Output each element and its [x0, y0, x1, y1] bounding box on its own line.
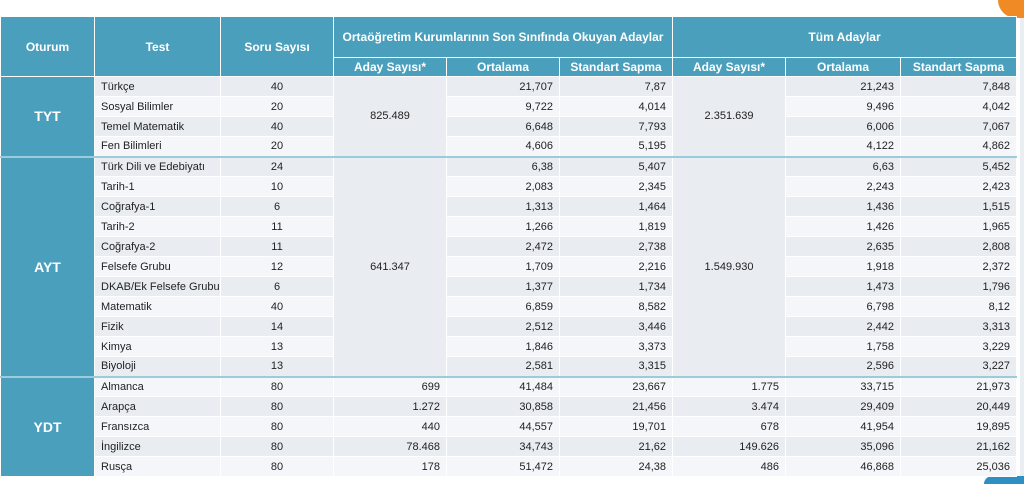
question-count: 6: [221, 197, 334, 217]
candidate-count-all: 486: [673, 457, 786, 477]
mean-final-year: 2,083: [447, 177, 560, 197]
header-test: Test: [95, 17, 221, 77]
std-dev-all: 1,965: [901, 217, 1017, 237]
std-dev-final-year: 3,373: [560, 337, 673, 357]
std-dev-all: 2,372: [901, 257, 1017, 277]
std-dev-all: 1,796: [901, 277, 1017, 297]
exam-statistics-table: [0, 16, 1017, 477]
std-dev-final-year: 7,793: [560, 117, 673, 137]
mean-final-year: 4,606: [447, 137, 560, 157]
test-name: DKAB/Ek Felsefe Grubu: [95, 277, 221, 297]
std-dev-all: 21,973: [901, 377, 1017, 397]
mean-all: 1,426: [786, 217, 901, 237]
table-body: [1, 77, 1017, 477]
test-name: Türk Dili ve Edebiyatı: [95, 157, 221, 177]
mean-final-year: 1,846: [447, 337, 560, 357]
question-count: 20: [221, 137, 334, 157]
mean-final-year: 6,38: [447, 157, 560, 177]
candidate-count-all: 1.549.930: [673, 157, 786, 377]
table-row: [1, 137, 1017, 157]
mean-all: 6,798: [786, 297, 901, 317]
mean-all: 46,868: [786, 457, 901, 477]
mean-all: 2,596: [786, 357, 901, 377]
mean-final-year: 44,557: [447, 417, 560, 437]
mean-final-year: 34,743: [447, 437, 560, 457]
mean-final-year: 9,722: [447, 97, 560, 117]
test-name: Tarih-1: [95, 177, 221, 197]
table-row: [1, 397, 1017, 417]
candidate-count-final-year: 1.272: [334, 397, 447, 417]
mean-all: 33,715: [786, 377, 901, 397]
header-group-all-candidates: Tüm Adaylar: [673, 17, 1017, 58]
oturum-cell: TYT: [1, 77, 95, 157]
test-name: Rusça: [95, 457, 221, 477]
candidate-count-all: 678: [673, 417, 786, 437]
question-count: 40: [221, 77, 334, 97]
mean-final-year: 21,707: [447, 77, 560, 97]
std-dev-final-year: 1,464: [560, 197, 673, 217]
table-row: [1, 217, 1017, 237]
decorative-blue-corner: [984, 476, 1024, 484]
question-count: 12: [221, 257, 334, 277]
candidate-count-final-year: 178: [334, 457, 447, 477]
table-row: [1, 317, 1017, 337]
header-oturum: Oturum: [1, 17, 95, 77]
subheader-ortalama-1: Ortalama: [447, 58, 560, 77]
table-header: [1, 17, 1017, 77]
std-dev-final-year: 3,315: [560, 357, 673, 377]
mean-all: 1,436: [786, 197, 901, 217]
table-row: [1, 77, 1017, 97]
subheader-aday-sayisi-2: Aday Sayısı*: [673, 58, 786, 77]
header-group-final-year: Ortaöğretim Kurumlarının Son Sınıfında Okuyan Adaylar: [334, 17, 673, 58]
table-row: [1, 357, 1017, 377]
subheader-ortalama-2: Ortalama: [786, 58, 901, 77]
oturum-cell: AYT: [1, 157, 95, 377]
table-row: [1, 257, 1017, 277]
table-row: [1, 377, 1017, 397]
subheader-standart-sapma-1: Standart Sapma: [560, 58, 673, 77]
mean-final-year: 1,313: [447, 197, 560, 217]
std-dev-all: 1,515: [901, 197, 1017, 217]
question-count: 14: [221, 317, 334, 337]
table-row: [1, 437, 1017, 457]
table-row: [1, 157, 1017, 177]
candidate-count-all: 1.775: [673, 377, 786, 397]
mean-all: 4,122: [786, 137, 901, 157]
question-count: 13: [221, 357, 334, 377]
table-row: [1, 277, 1017, 297]
test-name: Arapça: [95, 397, 221, 417]
std-dev-final-year: 24,38: [560, 457, 673, 477]
candidate-count-final-year: 440: [334, 417, 447, 437]
mean-final-year: 1,377: [447, 277, 560, 297]
test-name: Kimya: [95, 337, 221, 357]
std-dev-final-year: 21,456: [560, 397, 673, 417]
test-name: Fen Bilimleri: [95, 137, 221, 157]
mean-all: 2,243: [786, 177, 901, 197]
std-dev-final-year: 2,345: [560, 177, 673, 197]
question-count: 80: [221, 457, 334, 477]
std-dev-final-year: 4,014: [560, 97, 673, 117]
mean-final-year: 1,266: [447, 217, 560, 237]
table-row: [1, 117, 1017, 137]
mean-all: 21,243: [786, 77, 901, 97]
std-dev-final-year: 3,446: [560, 317, 673, 337]
candidate-count-final-year: 825.489: [334, 77, 447, 157]
std-dev-all: 21,162: [901, 437, 1017, 457]
test-name: Temel Matematik: [95, 117, 221, 137]
oturum-cell: YDT: [1, 377, 95, 477]
mean-all: 2,442: [786, 317, 901, 337]
question-count: 40: [221, 297, 334, 317]
question-count: 11: [221, 237, 334, 257]
table-row: [1, 177, 1017, 197]
mean-all: 1,918: [786, 257, 901, 277]
std-dev-final-year: 19,701: [560, 417, 673, 437]
question-count: 80: [221, 377, 334, 397]
mean-final-year: 41,484: [447, 377, 560, 397]
subheader-aday-sayisi-1: Aday Sayısı*: [334, 58, 447, 77]
std-dev-final-year: 23,667: [560, 377, 673, 397]
std-dev-all: 19,895: [901, 417, 1017, 437]
mean-final-year: 30,858: [447, 397, 560, 417]
std-dev-all: 3,313: [901, 317, 1017, 337]
candidate-count-final-year: 78.468: [334, 437, 447, 457]
mean-all: 1,758: [786, 337, 901, 357]
candidate-count-all: 149.626: [673, 437, 786, 457]
std-dev-all: 7,067: [901, 117, 1017, 137]
std-dev-all: 4,862: [901, 137, 1017, 157]
std-dev-final-year: 1,734: [560, 277, 673, 297]
mean-all: 6,006: [786, 117, 901, 137]
question-count: 10: [221, 177, 334, 197]
table-row: [1, 237, 1017, 257]
mean-final-year: 6,648: [447, 117, 560, 137]
mean-final-year: 6,859: [447, 297, 560, 317]
std-dev-all: 8,12: [901, 297, 1017, 317]
candidate-count-final-year: 699: [334, 377, 447, 397]
std-dev-final-year: 8,582: [560, 297, 673, 317]
question-count: 20: [221, 97, 334, 117]
mean-final-year: 2,472: [447, 237, 560, 257]
table-row: [1, 297, 1017, 317]
mean-all: 1,473: [786, 277, 901, 297]
question-count: 80: [221, 437, 334, 457]
test-name: Tarih-2: [95, 217, 221, 237]
test-name: Fizik: [95, 317, 221, 337]
std-dev-all: 3,229: [901, 337, 1017, 357]
std-dev-final-year: 21,62: [560, 437, 673, 457]
test-name: Fransızca: [95, 417, 221, 437]
mean-all: 6,63: [786, 157, 901, 177]
std-dev-all: 5,452: [901, 157, 1017, 177]
std-dev-all: 2,808: [901, 237, 1017, 257]
mean-all: 9,496: [786, 97, 901, 117]
table-row: [1, 417, 1017, 437]
mean-final-year: 51,472: [447, 457, 560, 477]
question-count: 80: [221, 397, 334, 417]
std-dev-final-year: 2,216: [560, 257, 673, 277]
std-dev-all: 3,227: [901, 357, 1017, 377]
test-name: Türkçe: [95, 77, 221, 97]
std-dev-all: 20,449: [901, 397, 1017, 417]
test-name: Coğrafya-2: [95, 237, 221, 257]
question-count: 13: [221, 337, 334, 357]
test-name: Sosyal Bilimler: [95, 97, 221, 117]
question-count: 80: [221, 417, 334, 437]
table-row: [1, 457, 1017, 477]
candidate-count-final-year: 641.347: [334, 157, 447, 377]
std-dev-final-year: 7,87: [560, 77, 673, 97]
std-dev-final-year: 2,738: [560, 237, 673, 257]
std-dev-all: 2,423: [901, 177, 1017, 197]
mean-final-year: 2,512: [447, 317, 560, 337]
question-count: 6: [221, 277, 334, 297]
test-name: İngilizce: [95, 437, 221, 457]
table-row: [1, 97, 1017, 117]
mean-final-year: 1,709: [447, 257, 560, 277]
std-dev-all: 4,042: [901, 97, 1017, 117]
decorative-side-strip: [1020, 18, 1024, 484]
test-name: Almanca: [95, 377, 221, 397]
mean-all: 29,409: [786, 397, 901, 417]
test-name: Felsefe Grubu: [95, 257, 221, 277]
candidate-count-all: 3.474: [673, 397, 786, 417]
std-dev-all: 7,848: [901, 77, 1017, 97]
question-count: 24: [221, 157, 334, 177]
mean-all: 35,096: [786, 437, 901, 457]
header-soru-sayisi: Soru Sayısı: [221, 17, 334, 77]
candidate-count-all: 2.351.639: [673, 77, 786, 157]
std-dev-final-year: 1,819: [560, 217, 673, 237]
mean-all: 41,954: [786, 417, 901, 437]
question-count: 11: [221, 217, 334, 237]
table-row: [1, 337, 1017, 357]
test-name: Coğrafya-1: [95, 197, 221, 217]
std-dev-final-year: 5,407: [560, 157, 673, 177]
table-row: [1, 197, 1017, 217]
std-dev-all: 25,036: [901, 457, 1017, 477]
mean-all: 2,635: [786, 237, 901, 257]
test-name: Biyoloji: [95, 357, 221, 377]
subheader-standart-sapma-2: Standart Sapma: [901, 58, 1017, 77]
question-count: 40: [221, 117, 334, 137]
mean-final-year: 2,581: [447, 357, 560, 377]
std-dev-final-year: 5,195: [560, 137, 673, 157]
test-name: Matematik: [95, 297, 221, 317]
